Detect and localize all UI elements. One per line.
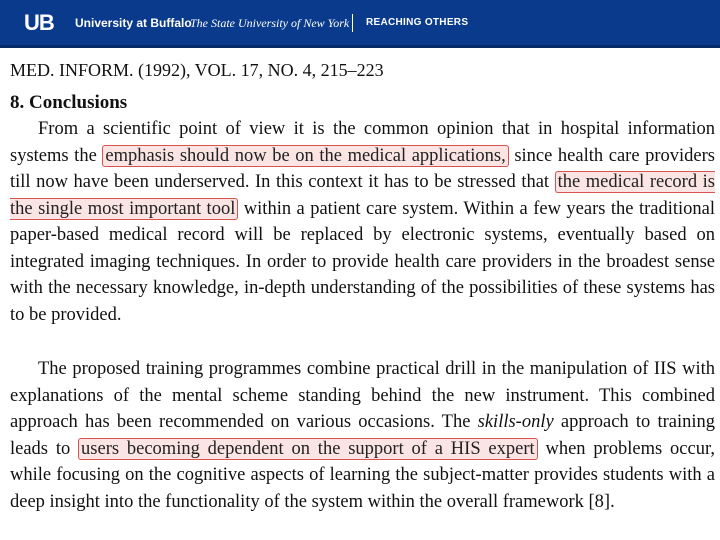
skills-only-italic: skills-only [477,412,554,432]
p1-text-c: within a patient care system. Within a few years the traditional paper-based medical record will be replaced by electronic systems, eventually based on integrated imaging techniques. In order to provide health care providers in the broadest sense with the necessary knowledge, in-depth understanding of the possibilities of these systems has to be provided. [10,198,715,325]
highlight-medical-applications: emphasis should now be on the medical applications, [102,145,508,167]
p1-text-b: since health care providers till now have been underserved. In this context it has to be stressed that [10,145,715,192]
university-name: University at Buffalo [75,16,192,30]
university-header [0,0,720,48]
ub-logo: UB [24,10,54,35]
highlight-his-expert: users becoming dependent on the support of a HIS expert [78,438,538,460]
header-divider [352,14,353,32]
paragraph-2 [10,356,715,515]
p2-text-c: when problems occur, while focusing on the cognitive aspects of learning the subject-matter provides students with a deep insight into the functionality of the system within the overall framework [8]. [10,438,715,512]
university-subtitle: The State University of New York [190,16,350,30]
paragraph-1 [10,116,715,328]
p2-text-a: The proposed training programmes combine practical drill in the manipulation of IIS with explanations of the mental scheme standing behind the new instrument. This combined approach has been recommended on various occasions. The [10,359,715,432]
p1-text-a: From a scientific point of view it is the common opinion that in hospital information systems the [10,119,715,166]
tagline: REACHING OTHERS [366,17,469,28]
highlight-medical-record: the medical record is the single most important tool [10,172,715,219]
p2-text-b: approach to training leads to [10,412,715,459]
section-title: 8. Conclusions [10,92,128,113]
journal-citation: MED. INFORM. (1992), VOL. 17, NO. 4, 215–223 [10,60,384,80]
